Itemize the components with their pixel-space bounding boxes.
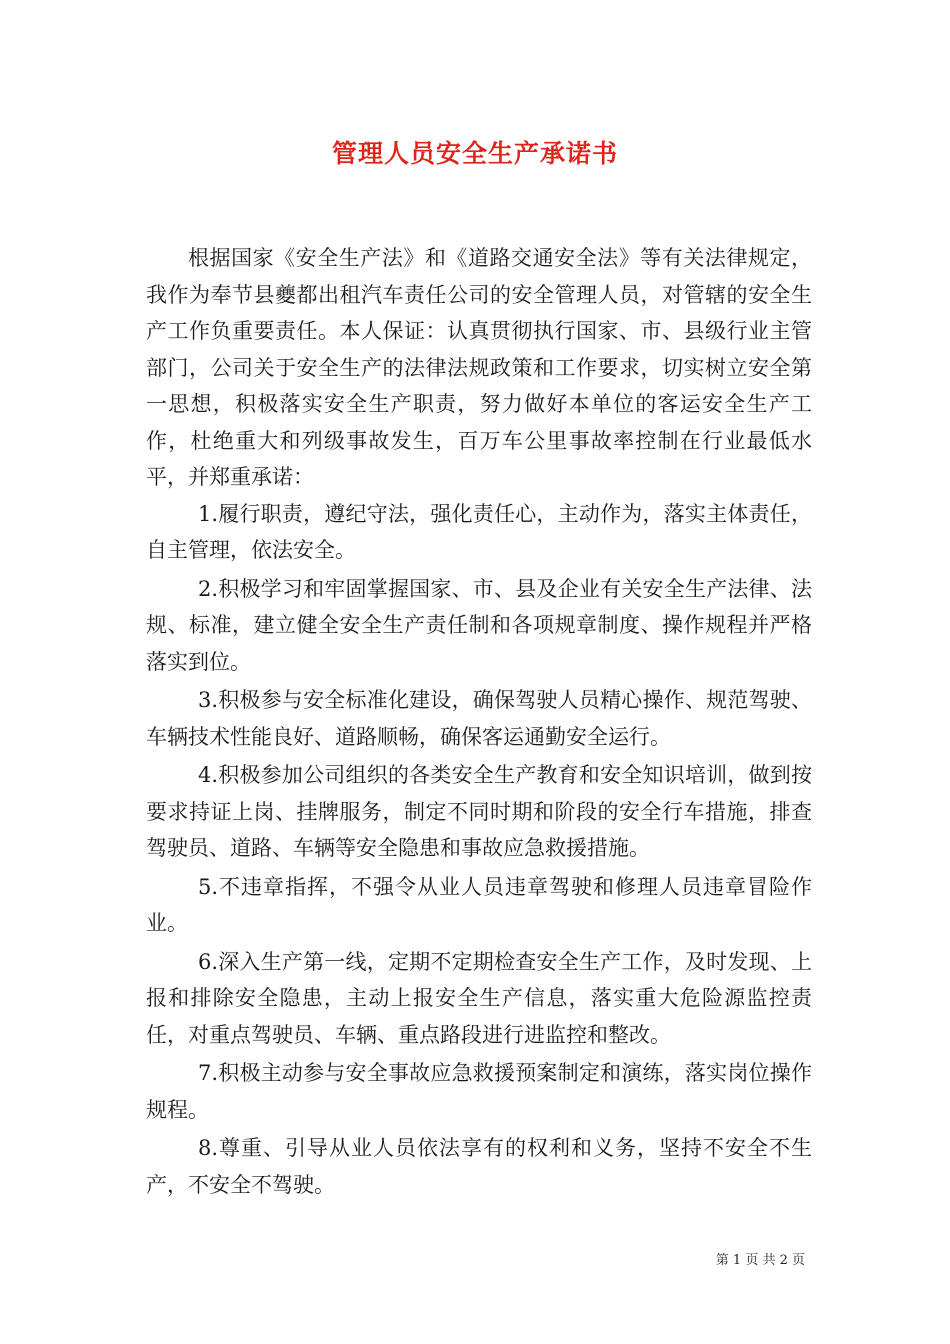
commitment-item-6: 6.深入生产第一线，定期不定期检查安全生产工作，及时发现、上报和排除安全隐患，主动上报安全生产信息，落实重大危险源监控责任，对重点驾驶员、车辆、重点路段进行进监控和整改。	[146, 949, 812, 1047]
intro-paragraph: 根据国家《安全生产法》和《道路交通安全法》等有关法律规定，我作为奉节县夔都出租汽车责任公司的安全管理人员，对管辖的安全生产工作负重要责任。本人保证：认真贯彻执行国家、市、县级行业主管部门，公司关于安全生产的法律法规政策和工作要求，切实树立安全第一思想，积极落实安全生产职责，努力做好本单位的客运安全生产工作，杜绝重大和列级事故发生，百万车公里事故率控制在行业最低水平，并郑重承诺：	[146, 246, 812, 489]
commitment-item-7: 7.积极主动参与安全事故应急救援预案制定和演练，落实岗位操作规程。	[146, 1061, 812, 1122]
page-number: 第 1 页 共 2 页	[715, 1253, 805, 1268]
commitment-item-3: 3.积极参与安全标准化建设，确保驾驶人员精心操作、规范驾驶、车辆技术性能良好、道路顺畅，确保客运通勤安全运行。	[146, 688, 812, 749]
commitment-item-1: 1.履行职责，遵纪守法，强化责任心，主动作为，落实主体责任，自主管理，依法安全。	[146, 501, 812, 562]
document-title: 管理人员安全生产承诺书	[331, 139, 618, 168]
commitment-item-4: 4.积极参加公司组织的各类安全生产教育和安全知识培训，做到按要求持证上岗、挂牌服务，制定不同时期和阶段的安全行车措施，排查驾驶员、道路、车辆等安全隐患和事故应急救援措施。	[146, 763, 812, 860]
commitment-item-5: 5.不违章指挥，不强令从业人员违章驾驶和修理人员违章冒险作业。	[146, 874, 812, 935]
commitment-item-8: 8.尊重、引导从业人员依法享有的权利和义务，坚持不安全不生产，不安全不驾驶。	[146, 1136, 812, 1197]
document-body	[146, 240, 812, 1203]
commitment-item-2: 2.积极学习和牢固掌握国家、市、县及企业有关安全生产法律、法规、标准，建立健全安全生产责任制和各项规章制度、操作规程并严格落实到位。	[146, 576, 812, 674]
